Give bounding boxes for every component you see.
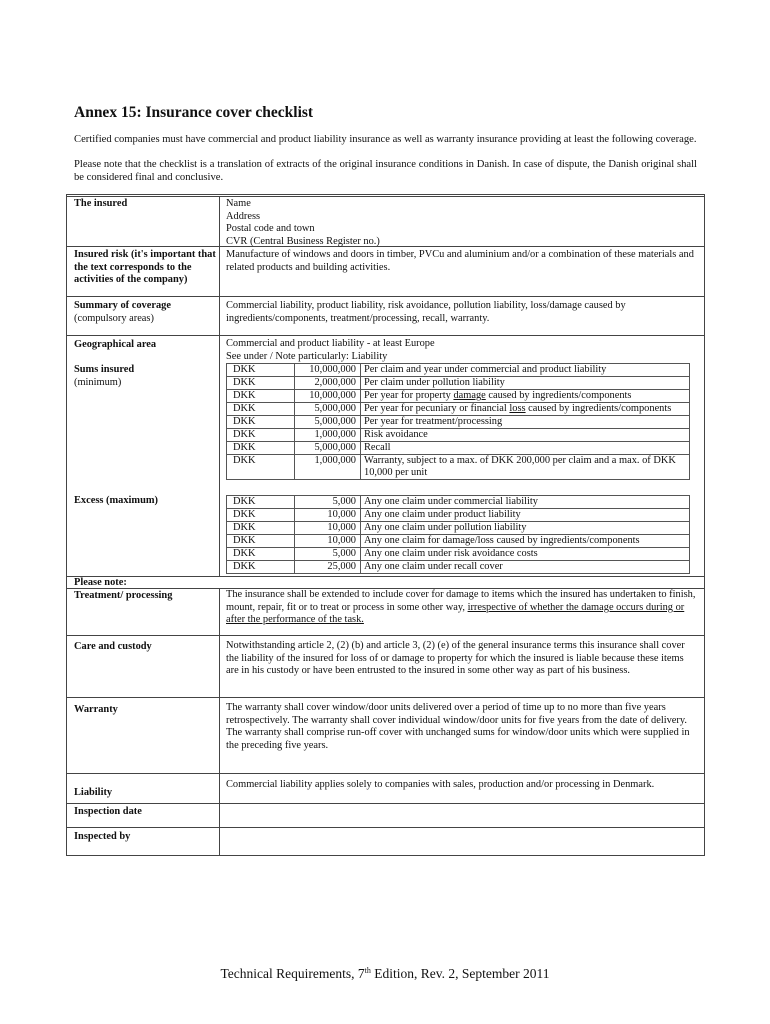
geo-value — [226, 338, 696, 363]
currency-cell: DKK — [227, 442, 295, 455]
currency-cell: DKK — [227, 455, 295, 480]
description-cell: Any one claim for damage/loss caused by ingredients/components — [361, 535, 690, 548]
currency-cell: DKK — [227, 429, 295, 442]
currency-cell: DKK — [227, 377, 295, 390]
currency-cell: DKK — [227, 496, 295, 509]
excess-label: Excess (maximum) — [74, 495, 158, 506]
row-separator — [66, 827, 704, 828]
underlined-word: loss — [509, 403, 526, 414]
currency-cell: DKK — [227, 364, 295, 377]
sums-sublabel: (minimum) — [74, 376, 122, 388]
summary-label-text: Summary of coverage — [74, 300, 171, 311]
footer-text: Edition, Rev. 2, September 2011 — [370, 966, 550, 981]
currency-cell: DKK — [227, 509, 295, 522]
page-title: Annex 15: Insurance cover checklist — [74, 104, 314, 121]
insured-risk-label: Insured risk (it's important that the text corresponds to the activities of the company) — [74, 249, 216, 286]
sums-table — [226, 363, 690, 480]
treatment-label: Treatment/ processing — [74, 590, 173, 601]
description-cell: Risk avoidance — [361, 429, 690, 442]
description-cell: Warranty, subject to a max. of DKK 200,000 per claim and a max. of DKK 10,000 per unit — [361, 455, 690, 480]
table-top-border-inner — [66, 196, 704, 197]
insured-field-address: Address — [226, 210, 261, 222]
amount-cell: 10,000 — [295, 522, 361, 535]
treatment-underlined: irrespective of whether the damage occurs during or after the performance of the task. — [226, 601, 685, 626]
currency-cell: DKK — [227, 390, 295, 403]
care-label: Care and custody — [74, 641, 152, 652]
description-cell: Per year for treatment/processing — [361, 416, 690, 429]
column-divider-bottom — [219, 588, 220, 856]
description-cell: Any one claim under pollution liability — [361, 522, 690, 535]
table-row — [227, 496, 690, 509]
description-cell: Recall — [361, 442, 690, 455]
insured-field-cvr: CVR (Central Business Register no.) — [226, 235, 380, 247]
table-bottom-border — [66, 855, 704, 856]
currency-cell: DKK — [227, 561, 295, 574]
row-separator — [66, 335, 704, 336]
underlined-word: damage — [453, 390, 486, 401]
description-text: caused by ingredients/components — [525, 403, 672, 414]
summary-value: Commercial liability, product liability, risk avoidance, pollution liability, loss/damage caused by ingredients/components, treatment/processing, recall, warranty. — [226, 300, 626, 324]
footer-superscript: th — [364, 966, 371, 975]
insured-fields — [226, 198, 696, 248]
table-row — [227, 364, 690, 377]
warranty-paragraph-1: The warranty shall cover window/door units delivered over a period of time up to no more than five years retrospectively. The warranty shall cover individual window/door units for five years from the date of delivery. — [226, 702, 687, 726]
row-separator — [66, 773, 704, 774]
sums-label-text: Sums insured — [74, 364, 135, 375]
table-row — [227, 403, 690, 416]
amount-cell: 10,000,000 — [295, 390, 361, 403]
currency-cell: DKK — [227, 403, 295, 416]
table-row — [227, 561, 690, 574]
row-separator — [66, 296, 704, 297]
table-row — [227, 535, 690, 548]
page-footer — [0, 966, 770, 982]
amount-cell: 5,000,000 — [295, 442, 361, 455]
treatment-text: The insurance shall be extended to include cover for damage to items which the insured has undertaken to finish, mount, repair, fit or to treat or process in some other way, — [226, 589, 696, 613]
insured-label: The insured — [74, 198, 128, 209]
amount-cell: 5,000,000 — [295, 403, 361, 416]
description-cell — [361, 390, 690, 403]
geo-line-2: See under / Note particularly: Liability — [226, 350, 388, 362]
amount-cell: 5,000 — [295, 496, 361, 509]
table-row — [227, 442, 690, 455]
currency-cell: DKK — [227, 416, 295, 429]
table-row — [227, 429, 690, 442]
amount-cell: 1,000,000 — [295, 429, 361, 442]
table-row — [227, 455, 690, 480]
inspection-date-label: Inspection date — [74, 806, 142, 817]
table-left-border — [66, 194, 67, 856]
table-row — [227, 509, 690, 522]
warranty-value — [226, 702, 696, 752]
amount-cell: 10,000 — [295, 509, 361, 522]
summary-sublabel: (compulsory areas) — [74, 312, 154, 324]
description-cell — [361, 403, 690, 416]
row-separator — [66, 697, 704, 698]
table-top-border — [66, 194, 704, 195]
geo-label: Geographical area — [74, 339, 157, 350]
amount-cell: 5,000,000 — [295, 416, 361, 429]
currency-cell: DKK — [227, 522, 295, 535]
table-row — [227, 548, 690, 561]
description-cell: Any one claim under recall cover — [361, 561, 690, 574]
summary-label — [74, 300, 216, 325]
intro-paragraph-1: Certified companies must have commercial and product liability insurance as well as warranty insurance providing at least the following coverage. — [74, 134, 697, 145]
amount-cell: 2,000,000 — [295, 377, 361, 390]
footer-text: Technical Requirements, 7 — [220, 966, 365, 981]
description-cell: Per claim and year under commercial and product liability — [361, 364, 690, 377]
intro-paragraph-2: Please note that the checklist is a translation of extracts of the original insurance conditions in Danish. In case of dispute, the Danish original shall be considered final and conclusive. — [74, 159, 697, 184]
insured-risk-value: Manufacture of windows and doors in timber, PVCu and aluminium and/or a combination of these materials and related products and building activities. — [226, 249, 694, 273]
warranty-label: Warranty — [74, 704, 118, 715]
currency-cell: DKK — [227, 548, 295, 561]
description-text: Per year for pecuniary or financial — [364, 403, 510, 414]
table-row — [227, 377, 690, 390]
insured-field-name: Name — [226, 198, 251, 209]
geo-line-1: Commercial and product liability - at least Europe — [226, 338, 435, 349]
amount-cell: 10,000 — [295, 535, 361, 548]
description-cell: Any one claim under product liability — [361, 509, 690, 522]
description-cell: Any one claim under commercial liability — [361, 496, 690, 509]
table-row — [227, 522, 690, 535]
description-text: Per year for property — [364, 390, 454, 401]
insured-field-postal: Postal code and town — [226, 223, 315, 235]
table-right-border — [704, 194, 705, 856]
column-divider-top — [219, 196, 220, 576]
currency-cell: DKK — [227, 535, 295, 548]
amount-cell: 5,000 — [295, 548, 361, 561]
excess-table — [226, 495, 690, 574]
liability-value: Commercial liability applies solely to companies with sales, production and/or processing in Denmark. — [226, 779, 655, 790]
treatment-value — [226, 589, 696, 627]
row-separator — [66, 803, 704, 804]
row-separator — [66, 635, 704, 636]
amount-cell: 25,000 — [295, 561, 361, 574]
warranty-paragraph-2: The warranty shall comprise run-off cover with unchanged sums for window/door units which were supplied in the preceding five years. — [226, 727, 690, 751]
amount-cell: 1,000,000 — [295, 455, 361, 480]
inspected-by-label: Inspected by — [74, 831, 131, 842]
care-value: Notwithstanding article 2, (2) (b) and article 3, (2) (e) of the general insurance terms this insurance shall cover the liability of the insured for loss of or damage to property for which the insured is liable because these items are in his custody or have been entrusted to the insured in some other way as part of his business. — [226, 640, 685, 677]
table-row — [227, 416, 690, 429]
table-row — [227, 390, 690, 403]
amount-cell: 10,000,000 — [295, 364, 361, 377]
liability-label: Liability — [74, 787, 113, 798]
description-cell: Any one claim under risk avoidance costs — [361, 548, 690, 561]
please-note-label: Please note: — [74, 577, 127, 588]
sums-label — [74, 364, 216, 389]
description-cell: Per claim under pollution liability — [361, 377, 690, 390]
description-text: caused by ingredients/components — [485, 390, 632, 401]
